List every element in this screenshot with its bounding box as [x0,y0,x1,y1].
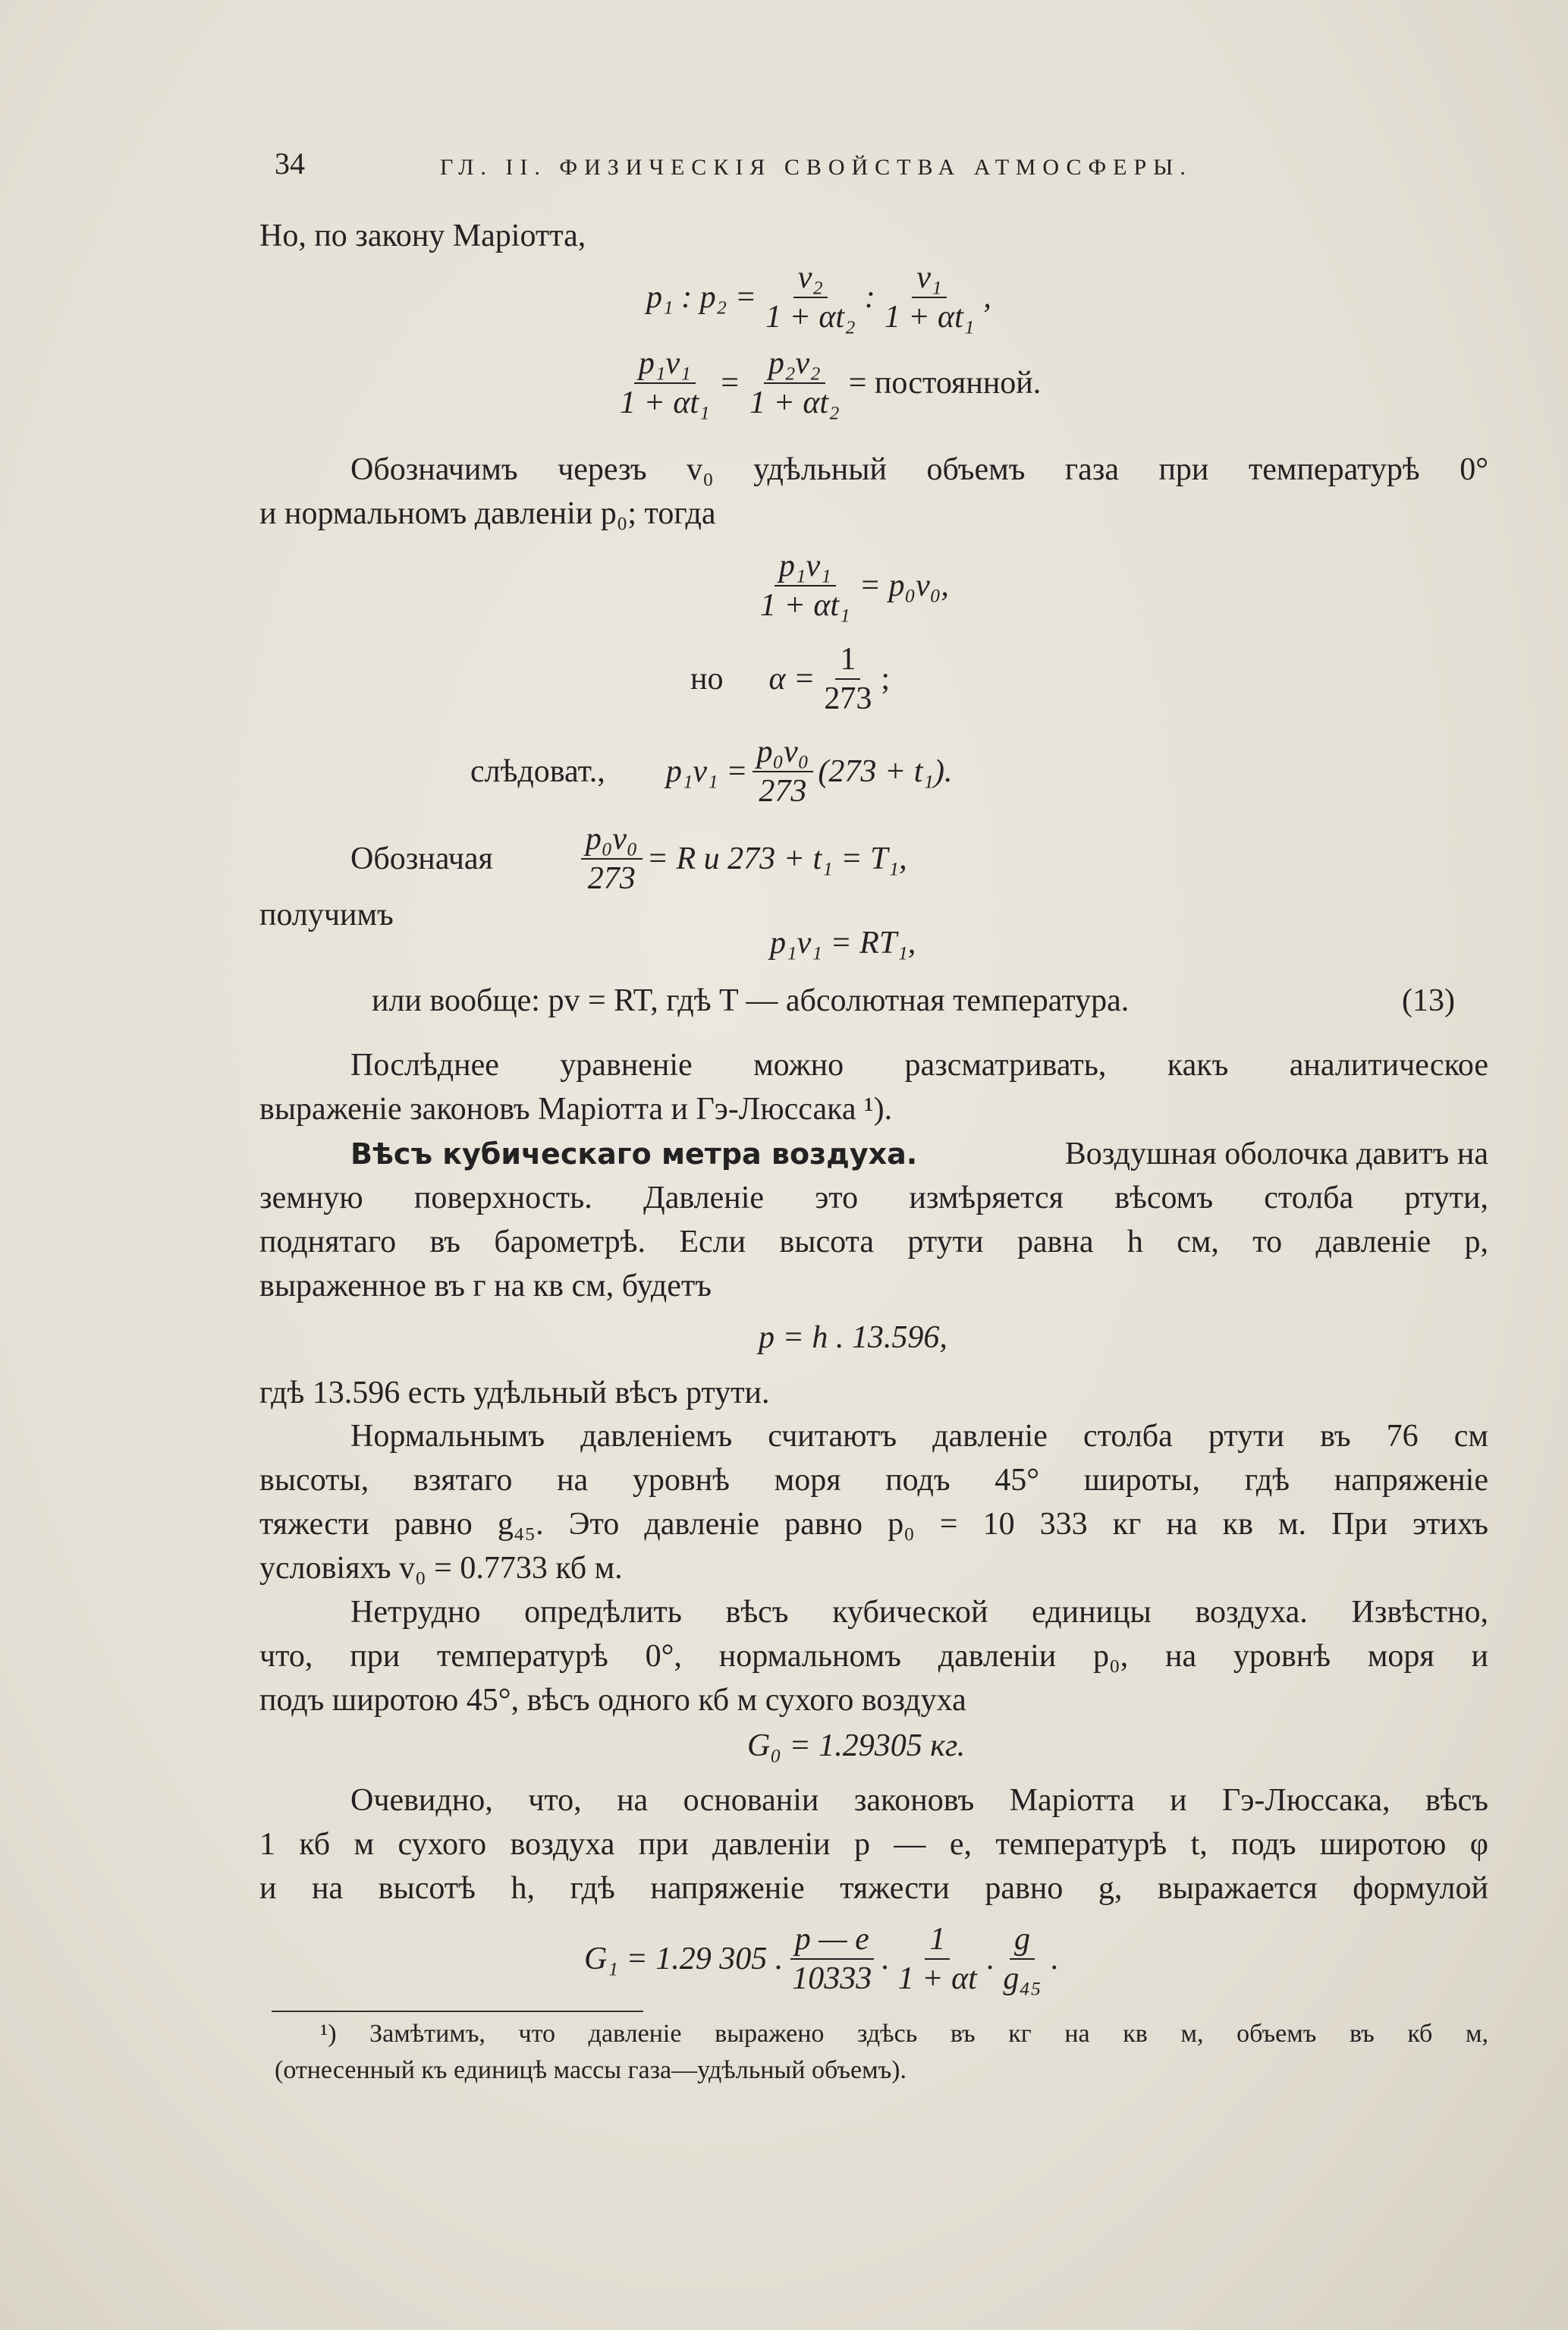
word-consequently: слѣдоват., [470,754,605,789]
fraction: $\frac{\text{v₁}}{\text{1 + αt₁}}$ [884,260,975,335]
fraction: $\frac{\text{p₁v₁}}{\text{1 + αt₁}}$ [620,346,710,420]
section-heading: Вѣсъ кубическаго метра воздуха. [350,1137,918,1171]
equals: = [718,366,741,401]
text-line: и нормальномъ давленіи p₀; тогда [259,496,716,531]
word-denoting: Обозначая [350,841,493,876]
text-line: 1 кб м сухого воздуха при давленіи p — e, температурѣ t, подъ широтою φ [259,1827,1488,1862]
text-line: Но, по закону Маріотта, [259,219,586,253]
text-line: тяжести равно g₄₅. Это давленіе равно p₀ = 10 333 кг на кв м. При этихъ [259,1507,1488,1542]
fraction: $\frac{\text{p₂v₂}}{\text{1 + αt₂}}$ [749,346,840,420]
formula-lhs: α = [768,662,815,696]
formula-lhs: G₁ = 1.29 305 . [584,1942,784,1976]
comma: , [983,280,991,315]
formula-G0: G₀ = 1.29305 кг. [747,1728,966,1763]
formula-consequently [470,736,952,807]
colon: : [864,280,875,315]
page-number: 34 [275,146,305,181]
text-line: подъ широтою 45°, вѣсъ одного кб м сухого воздуха [259,1683,966,1718]
footnote-rule [272,2011,643,2012]
text-line [350,1138,1488,1170]
dot: . [985,1942,995,1976]
fraction: $\frac{\text{v₂}}{\text{1 + αt₂}}$ [765,260,856,335]
text-line: Нормальнымъ давленіемъ считаютъ давленіе столба ртути въ 76 см [350,1419,1488,1454]
text-line: выраженное въ г на кв см, будетъ [259,1269,712,1303]
fraction: $\frac{g}{\text{g₄₅}}$ [1003,1922,1042,1996]
fraction: $\frac{\text{p₁v₁}}{\text{1 + αt₁}}$ [760,549,850,623]
formula-pv-RT: или вообще: pv = RT, гдѣ T — абсолютная температура. [372,983,1130,1018]
equation-number: (13) [1402,983,1455,1018]
text-line: Обозначимъ черезъ v₀ удѣльный объемъ газа при температурѣ 0° [350,452,1488,487]
formula-p0v0 [751,550,949,621]
text-line: Очевидно, что, на основаніи законовъ Маріотта и Гэ-Люссака, вѣсъ [350,1783,1488,1818]
formula-constant [611,347,1041,419]
text-span: Воздушная оболочка давитъ на [1064,1137,1488,1171]
text-line: и на высотѣ h, гдѣ напряженіе тяжести равно g, выражается формулой [259,1871,1488,1906]
dot: . [881,1942,889,1976]
footnote-line: (отнесенный къ единицѣ массы газа—удѣльный объемъ). [275,2056,907,2084]
dot: . [1050,1942,1059,1976]
formula-denote [350,823,907,895]
formula-pressure: p = h . 13.596, [759,1320,947,1355]
text-line: выраженіе законовъ Маріотта и Гэ-Люссака ¹). [259,1092,893,1127]
fraction: $\frac{\text{p₀v₀}}{273}$ [581,823,643,895]
formula-ratio [646,262,991,333]
text-line: гдѣ 13.596 есть удѣльный вѣсъ ртути. [259,1376,770,1410]
text-line: условіяхъ v₀ = 0.7733 кб м. [259,1551,623,1586]
footnote-line: ¹) Замѣтимъ, что давленіе выражено здѣсь въ кг на кв м, объемъ въ кб м, [320,2020,1488,2048]
formula-alpha [690,643,890,715]
formula-rhs: = R и 273 + t₁ = T₁, [646,841,907,876]
fraction: $\frac{1}{273}$ [824,642,872,716]
semicolon: ; [881,662,891,696]
formula-lhs: p₁ : p₂ = [646,280,757,315]
fraction: $\frac{\text{p₀v₀}}{273}$ [753,736,814,807]
text-line: что, при температурѣ 0°, нормальномъ давленіи p₀, на уровнѣ моря и [259,1639,1488,1674]
text-line: высоты, взятаго на уровнѣ моря подъ 45° широты, гдѣ напряженіе [259,1463,1488,1498]
formula-rhs: (273 + t₁). [818,754,953,789]
fraction: $\frac{p — e}{10333}$ [787,1923,876,1995]
running-title: ГЛ. II. ФИЗИЧЕСКІЯ СВОЙСТВА АТМОСФЕРЫ. [440,155,1192,180]
formula-rhs: = p₀v₀, [859,568,949,603]
text-line: поднятаго въ барометрѣ. Если высота ртути равна h см, то давленіе p, [259,1225,1488,1259]
word-no: но [690,662,724,696]
text-line: земную поверхность. Давленіе это измѣряется вѣсомъ столба ртути, [259,1181,1488,1215]
formula-G1 [584,1923,1058,1995]
formula-rhs: = постоянной. [848,366,1042,401]
formula-lhs: p₁v₁ = [665,754,748,789]
text-line: Нетрудно опредѣлить вѣсъ кубической единицы воздуха. Извѣстно, [350,1595,1488,1630]
text-line: Послѣднее уравненіе можно разсматривать, какъ аналитическое [350,1048,1488,1083]
fraction: $\frac{1}{1 + \alpha t}$ [897,1922,977,1996]
formula-p1v1-RT1: p₁v₁ = RT₁, [770,926,916,961]
text-line: получимъ [259,898,394,932]
